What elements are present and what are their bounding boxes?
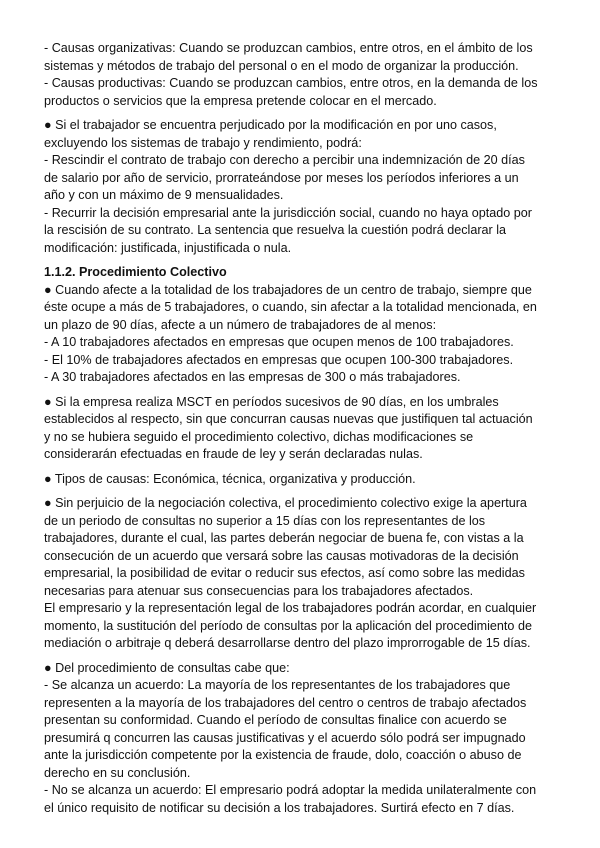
section-block [44,264,559,387]
section-heading: 1.1.2. Procedimiento Colectivo [44,265,227,279]
text-line: productos o servicios que la empresa pretende colocar en el mercado. [44,93,437,108]
paragraph-block [44,117,559,257]
text-line: - Se alcanza un acuerdo: La mayoría de los representantes de los trabajadores que [44,678,511,692]
text-line: de un periodo de consultas no superior a 15 días con los representantes de los [44,513,486,528]
text-line: - El 10% de trabajadores afectados en empresas que ocupen 100-300 trabajadores. [44,352,514,367]
text-line: la rescisión de su contrato. La sentencia que resuelva la cuestión podrá declarar la [44,223,507,237]
text-line: éste ocupe a más de 5 trabajadores, o cuando, sin afectar a la totalidad mencionada, en [44,300,537,314]
paragraph-block [44,40,559,110]
text-line: - A 10 trabajadores afectados en empresas que ocupen menos de 100 trabajadores. [44,335,514,349]
text-line: presumirá q concurren las causas justificativas y el acuerdo sólo podrá ser impugnado [44,730,526,745]
document-page [44,40,559,824]
text-line: ● Si la empresa realiza MSCT en períodos sucesivos de 90 días, en los umbrales [44,394,499,409]
text-line: representen a la mayoría de los trabajadores del centro o centros de trabajo afectados [44,695,527,710]
text-line: año y con un máximo de 9 mensualidades. [44,188,284,202]
text-line: necesarias para atenuar sus consecuencias para los trabajadores afectados. [44,583,474,598]
paragraph-block [44,660,559,818]
text-line: trabajadores, durante el cual, las partes deberán negociar de buena fe, con vistas a la [44,531,524,545]
text-line: - Causas productivas: Cuando se produzcan cambios, entre otros, en la demanda de los [44,76,538,90]
text-line: ● Tipos de causas: Económica, técnica, organizativa y producción. [44,471,416,486]
text-line: - Rescindir el contrato de trabajo con derecho a percibir una indemnización de 20 días [44,153,525,167]
text-line: considerarán efectuadas en fraude de ley y serán declaradas nulas. [44,447,423,461]
text-line: presentan su conformidad. Cuando el período de consultas finalice con acuerdo se [44,713,507,727]
text-line: excluyendo los sistemas de trabajo y rendimiento, podrá: [44,135,362,150]
text-line: un plazo de 90 días, afecte a un número de trabajadores de al menos: [44,317,437,332]
text-line: - Recurrir la decisión empresarial ante la jurisdicción social, cuando no haya optado por [44,205,532,220]
text-line: ● Del procedimiento de consultas cabe que: [44,660,290,675]
text-line: empresarial, la posibilidad de evitar o reducir sus efectos, así como sobre las medidas [44,566,525,580]
text-line: - Causas organizativas: Cuando se produzcan cambios, entre otros, en el ámbito de los [44,41,533,55]
text-line: el único requisito de notificar su decisión a los trabajadores. Surtirá efecto en 7 días. [44,800,515,815]
paragraph-block [44,495,559,653]
text-line: - A 30 trabajadores afectados en las empresas de 300 o más trabajadores. [44,370,461,384]
text-line: ● Si el trabajador se encuentra perjudicado por la modificación en por uno casos, [44,118,497,132]
text-line: sistemas y métodos de trabajo del personal o en el modo de organizar la producción. [44,58,519,73]
text-line: modificación: justificada, injustificada o nula. [44,240,292,255]
paragraph-block [44,471,559,489]
text-line: mediación o arbitraje q deberá desarrollarse dentro del plazo improrrogable de 15 días. [44,636,531,650]
text-line: de salario por año de servicio, prorrateándose por meses los períodos inferiores a un [44,170,519,185]
text-line: ● Sin perjuicio de la negociación colectiva, el procedimiento colectivo exige la apertura [44,496,527,510]
text-line: establecidos al respecto, sin que concurran causas nuevas que justifiquen tal actuación [44,412,533,426]
text-line: consecución de un acuerdo que versará sobre las causas motivadoras de la decisión [44,548,519,563]
text-line: El empresario y la representación legal de los trabajadores podrán acordar, en cualquier [44,601,537,615]
paragraph-block [44,394,559,464]
text-line: ante la jurisdicción competente por la existencia de fraude, dolo, coacción o abuso de [44,748,522,762]
text-line: ● Cuando afecte a la totalidad de los trabajadores de un centro de trabajo, siempre que [44,282,532,297]
text-line: - No se alcanza un acuerdo: El empresario podrá adoptar la medida unilateralmente con [44,783,537,797]
text-line: momento, la sustitución del período de consultas por la aplicación del procedimiento de [44,618,532,633]
text-line: y no se hubiera seguido el procedimiento colectivo, dichas modificaciones se [44,429,474,444]
text-line: derecho en su conclusión. [44,765,191,780]
